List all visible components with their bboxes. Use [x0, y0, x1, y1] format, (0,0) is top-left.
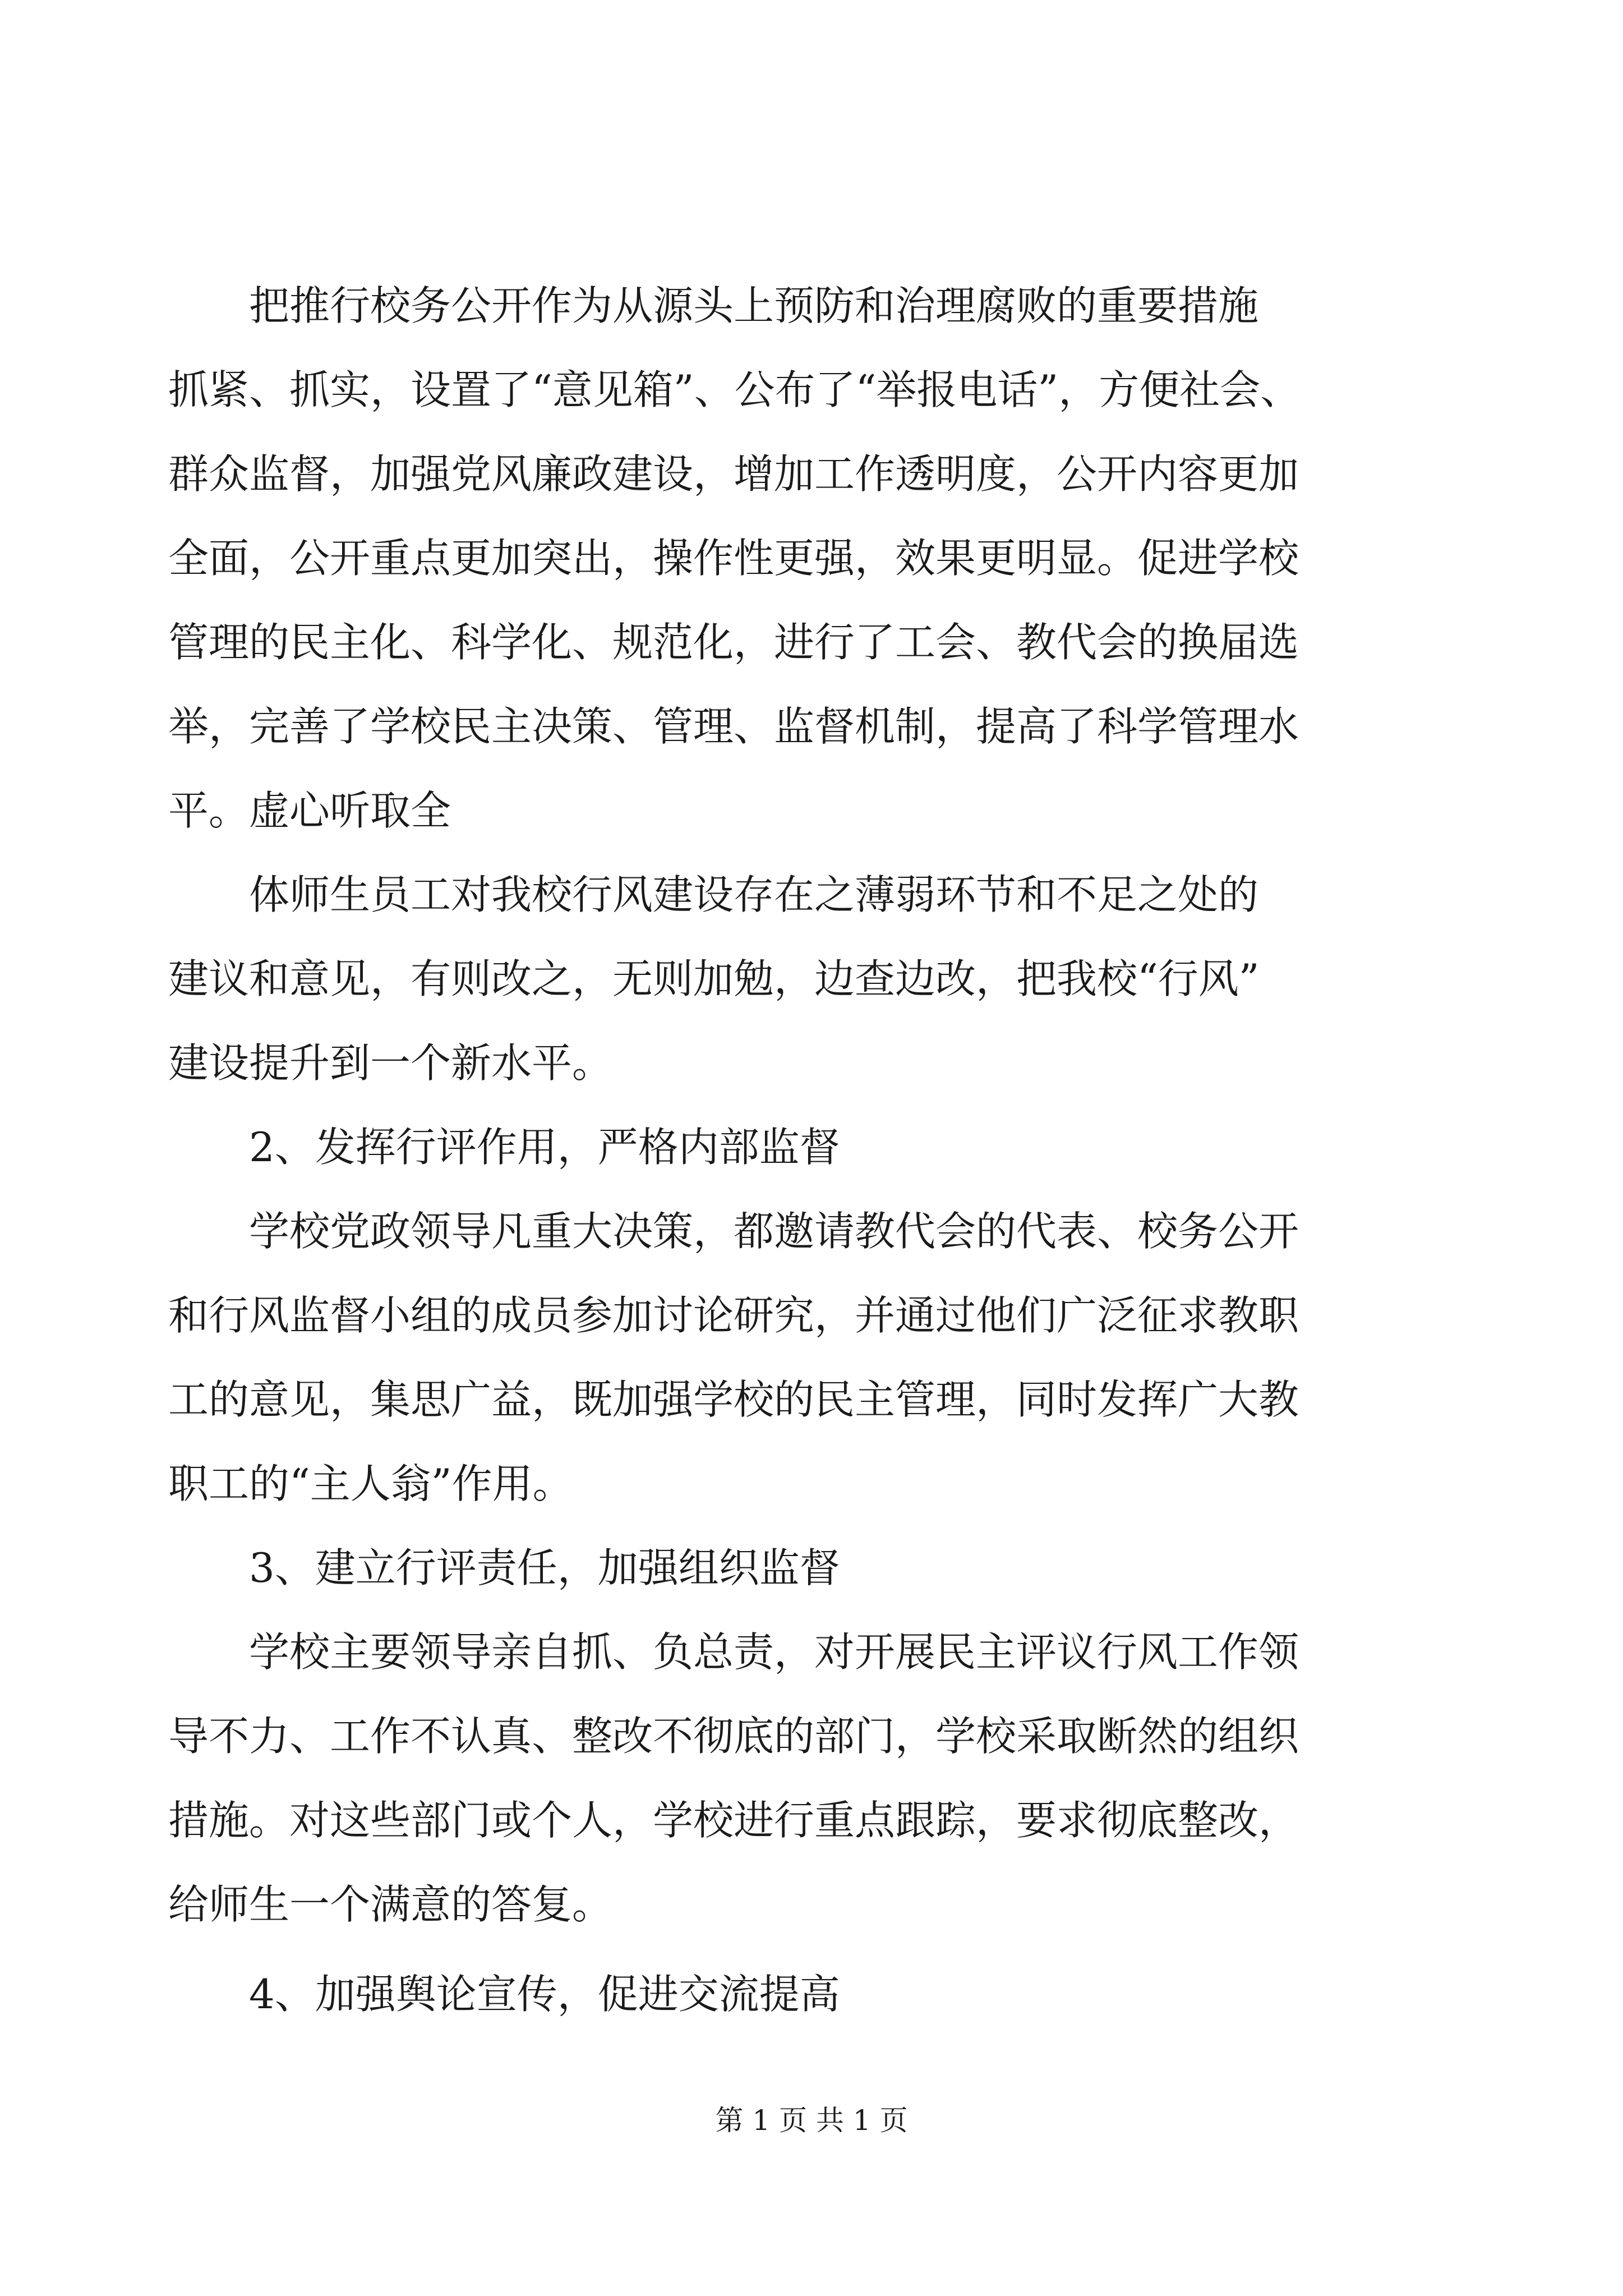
- paragraph-2-line-3: 建设提升到一个新水平。: [168, 1039, 613, 1087]
- paragraph-1-line-5: 管理的民主化、科学化、规范化，进行了工会、教代会的换届选: [168, 619, 1299, 666]
- paragraph-1-line-3: 群众监督，加强党风廉政建设，增加工作透明度，公开内容更加: [168, 450, 1299, 498]
- section-heading-4: 4、加强舆论宣传，促进交流提高: [168, 1971, 840, 2018]
- paragraph-4-line-3: 措施。对这些部门或个人，学校进行重点跟踪，要求彻底整改，: [168, 1797, 1299, 1844]
- paragraph-1-line-2: 抓紧、抓实，设置了“意见箱”、公布了“举报电话”，方便社会、: [168, 366, 1301, 413]
- paragraph-3-line-2: 和行风监督小组的成员参加讨论研究，并通过他们广泛征求教职: [168, 1292, 1299, 1339]
- paragraph-1-line-6: 举，完善了学校民主决策、管理、监督机制，提高了科学管理水: [168, 703, 1299, 750]
- section-heading-3: 3、建立行评责任，加强组织监督: [168, 1544, 840, 1591]
- paragraph-4-line-4: 给师生一个满意的答复。: [168, 1881, 613, 1928]
- paragraph-1-line-4: 全面，公开重点更加突出，操作性更强，效果更明显。促进学校: [168, 535, 1299, 582]
- document-body: [168, 264, 1458, 2036]
- paragraph-3-line-4: 职工的“主人翁”作用。: [168, 1460, 573, 1507]
- paragraph-3-line-3: 工的意见，集思广益，既加强学校的民主管理，同时发挥广大教: [168, 1376, 1299, 1423]
- paragraph-4-line-1: 学校主要领导亲自抓、负总责，对开展民主评议行风工作领: [168, 1628, 1299, 1676]
- paragraph-1-line-7: 平。虚心听取全: [168, 787, 451, 834]
- paragraph-3-line-1: 学校党政领导凡重大决策，都邀请教代会的代表、校务公开: [168, 1208, 1299, 1255]
- spacer: [168, 1947, 1458, 1952]
- section-heading-2: 2、发挥行评作用，严格内部监督: [168, 1124, 840, 1171]
- paragraph-2-line-2: 建议和意见，有则改之，无则加勉，边查边改，把我校“行风”: [168, 955, 1260, 1002]
- page-number-footer: 第 1 页 共 1 页: [715, 2104, 908, 2137]
- paragraph-1-line-1: 把推行校务公开作为从源头上预防和治理腐败的重要措施: [168, 282, 1259, 329]
- paragraph-4-line-2: 导不力、工作不认真、整改不彻底的部门，学校采取断然的组织: [168, 1713, 1299, 1760]
- paragraph-2-line-1: 体师生员工对我校行风建设存在之薄弱环节和不足之处的: [168, 871, 1259, 918]
